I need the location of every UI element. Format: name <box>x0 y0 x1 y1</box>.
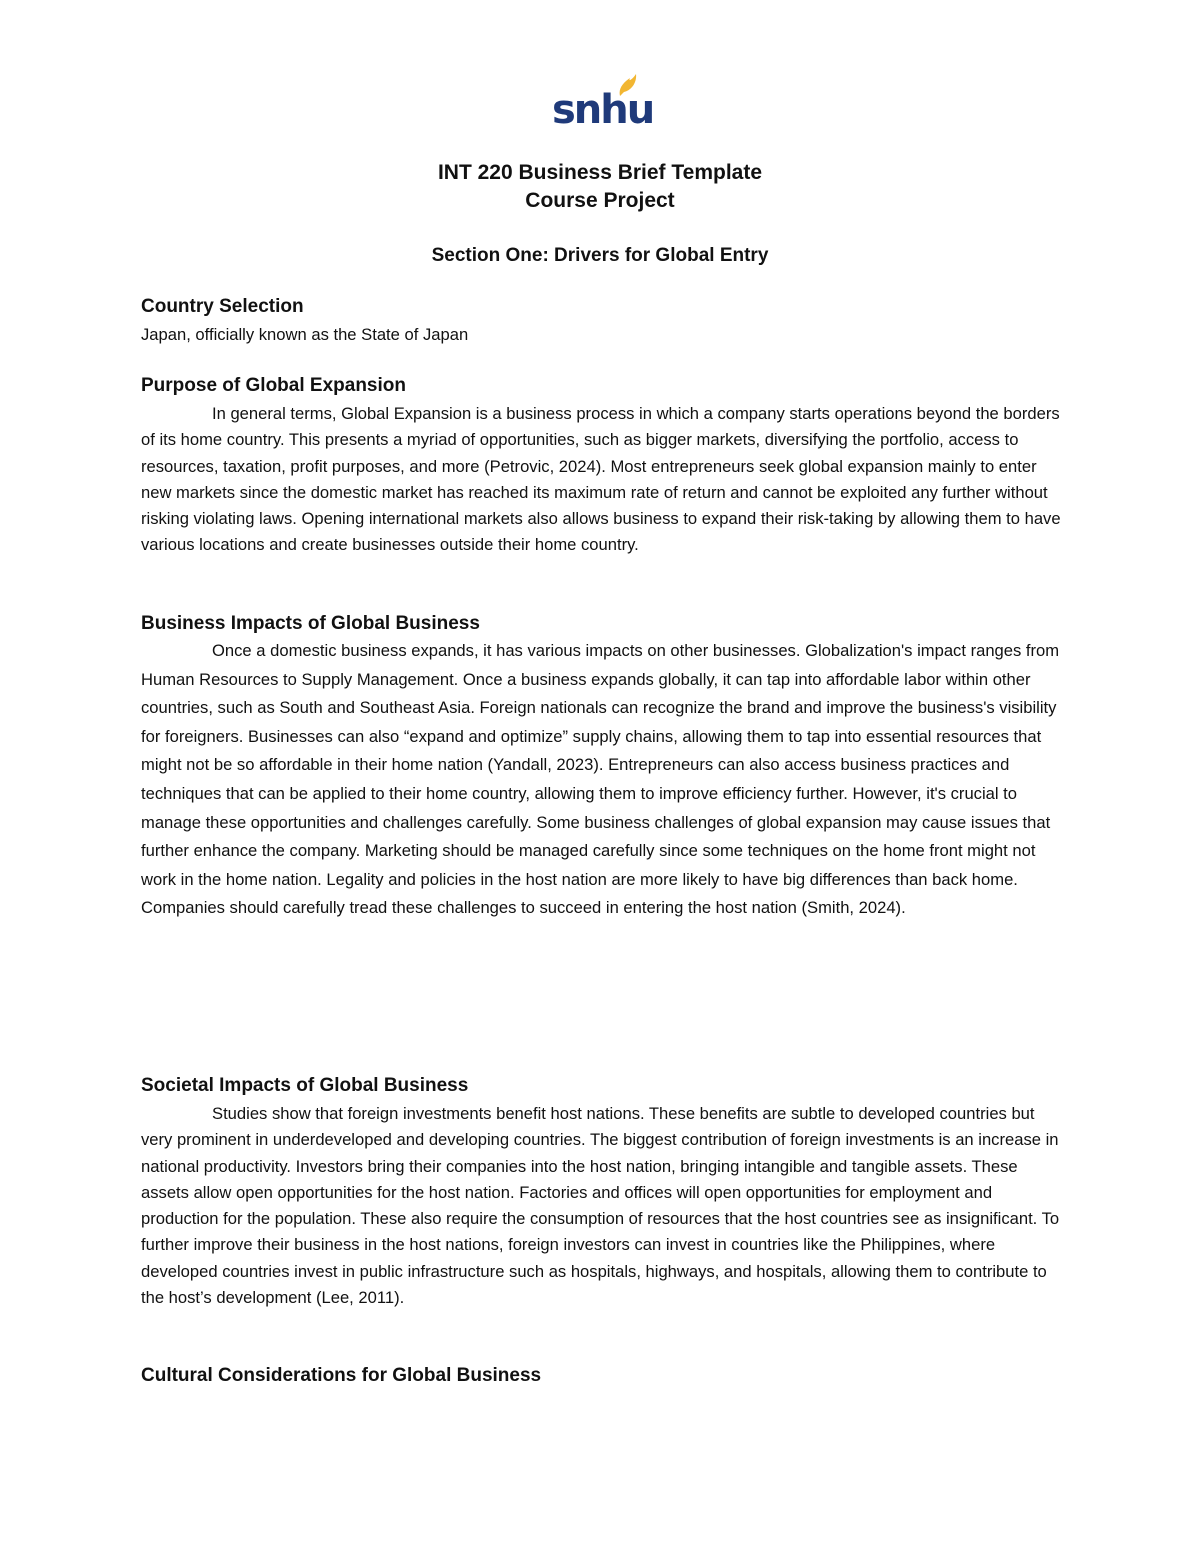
societal-impacts-heading: Societal Impacts of Global Business <box>141 1075 469 1096</box>
purpose-heading: Purpose of Global Expansion <box>141 375 406 396</box>
snhu-logo <box>552 72 654 134</box>
societal-impacts-paragraph: Studies show that foreign investments benefit host nations. These benefits are subtle to developed countries but very prominent in underdeveloped and developing countries. The biggest contribution of foreign investments is an increase in national productivity. Investors bring their companies into the host nation, bringing intangible and tangible assets. These assets allow open opportunities for the host nation. Factories and offices will open opportunities for employment and production for the population. These also require the consumption of resources that the host countries see as insignificant. To further improve their business in the host nations, foreign investors can invest in countries like the Philippines, where developed countries invest in public infrastructure such as hospitals, highways, and hospitals, allowing them to contribute to the host’s development (Lee, 2011). <box>141 1104 1060 1308</box>
business-impacts-paragraph: Once a domestic business expands, it has various impacts on other businesses. Globalization's impact ranges from Human Resources to Supply Management. Once a business expands globally, it can tap into affordable labor within other countries, such as South and Southeast Asia. Foreign nationals can recognize the brand and improve the business's visibility for foreigners. Businesses can also “expand and optimize” supply chains, allowing them to tap into essential resources that might not be so affordable in their home nation (Yandall, 2023). Entrepreneurs can also access business practices and techniques that can be applied to their home country, allowing them to improve efficiency further. However, it's crucial to manage these opportunities and challenges carefully. Some business challenges of global expansion may cause issues that further enhance the company. Marketing should be managed carefully since some techniques on the home front might not work in the home nation. Legality and policies in the host nation are more likely to have big differences than back home. Companies should carefully tread these challenges to succeed in entering the host nation (Smith, 2024). <box>141 641 1060 918</box>
business-impacts-heading: Business Impacts of Global Business <box>141 613 480 634</box>
purpose-paragraph: In general terms, Global Expansion is a business process in which a company starts operations beyond the borders of its home country. This presents a myriad of opportunities, such as bigger markets, diversifying the portfolio, access to resources, taxation, profit purposes, and more (Petrovic, 2024). Most entrepreneurs seek global expansion mainly to enter new markets since the domestic market has reached its maximum rate of return and cannot be exploited any further without risking violating laws. Opening international markets also allows business to expand their risk-taking by allowing them to have various locations and create businesses outside their home country. <box>141 404 1061 555</box>
country-selection-heading: Country Selection <box>141 296 304 317</box>
document-title: INT 220 Business Brief Template <box>437 161 763 184</box>
logo-wordmark: snhu <box>552 87 654 133</box>
section-title: Section One: Drivers for Global Entry <box>431 245 769 266</box>
document-subtitle: Course Project <box>525 189 675 212</box>
country-selection-text: Japan, officially known as the State of Japan <box>141 325 469 344</box>
cultural-considerations-heading: Cultural Considerations for Global Business <box>141 1365 542 1386</box>
